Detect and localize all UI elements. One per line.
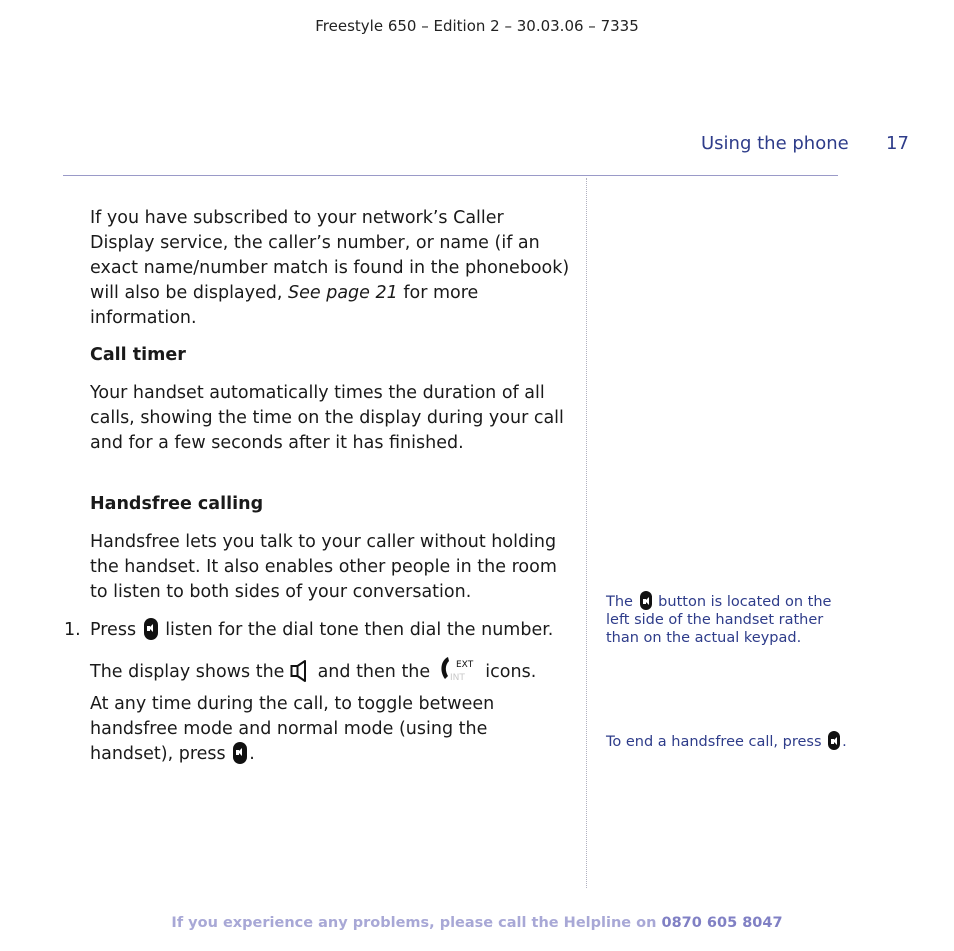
helpline-number: 0870 605 8047 [661, 915, 783, 931]
toggle-mode-paragraph [90, 692, 570, 767]
toggle-text-end: . [249, 744, 255, 764]
note2-text-start: To end a handsfree call, press [606, 734, 827, 750]
call-icon-ext-label: EXT [455, 660, 473, 670]
handsfree-button-icon [828, 731, 840, 750]
display-text-end: icons. [479, 662, 537, 682]
footer-text: If you experience any problems, please call the Helpline on [171, 915, 662, 931]
display-icons-line [90, 655, 536, 685]
helpline-footer [0, 915, 954, 931]
call-int-ext-icon [436, 655, 480, 683]
sidebar-note-button-location [606, 591, 846, 647]
step-instruction [90, 618, 553, 643]
handsfree-paragraph: Handsfree lets you talk to your caller without holding the handset. It also enables other people in the room to listen to both sides of your conversation. [90, 532, 557, 602]
call-timer-heading: Call timer [90, 345, 186, 365]
note1-text-end: button is located on the left side of the handset rather than on the actual keypad. [606, 594, 832, 646]
step-text-end: listen for the dial tone then dial the number. [159, 620, 554, 640]
handsfree-button-icon [640, 591, 652, 610]
caller-display-paragraph [90, 206, 570, 331]
call-timer-paragraph: Your handset automatically times the duration of all calls, showing the time on the display during your call and for a few seconds after it has finished. [90, 383, 564, 453]
section-title: Using the phone [701, 133, 849, 154]
display-text-start: The display shows the [90, 662, 291, 682]
sidebar-note-end-call [606, 731, 847, 751]
page-number: 17 [886, 133, 909, 154]
handsfree-button-icon [233, 742, 247, 764]
call-icon-int-label: INT [449, 673, 465, 683]
page-reference: See page 21 [288, 283, 398, 303]
step-text-start: Press [90, 620, 142, 640]
toggle-text: At any time during the call, to toggle between handsfree mode and normal mode (using the handset), press [90, 694, 495, 764]
note2-text-end: . [842, 734, 847, 750]
intro-text: If you have subscribed to your network’s Caller Display service, the caller’s number, or name (if an exact name/number match is found in the phonebook) will also be displayed, [90, 208, 570, 303]
display-text-mid: and then the [312, 662, 436, 682]
handsfree-heading: Handsfree calling [90, 494, 264, 514]
edition-header: Freestyle 650 – Edition 2 – 30.03.06 – 7335 [315, 17, 639, 35]
note1-text-start: The [606, 594, 638, 610]
column-divider [586, 178, 587, 888]
handsfree-button-icon [144, 618, 158, 640]
header-rule [63, 175, 838, 176]
speaker-display-icon [290, 659, 312, 683]
intro-text-end: for more information. [90, 283, 479, 328]
step-number: 1. [64, 620, 81, 640]
